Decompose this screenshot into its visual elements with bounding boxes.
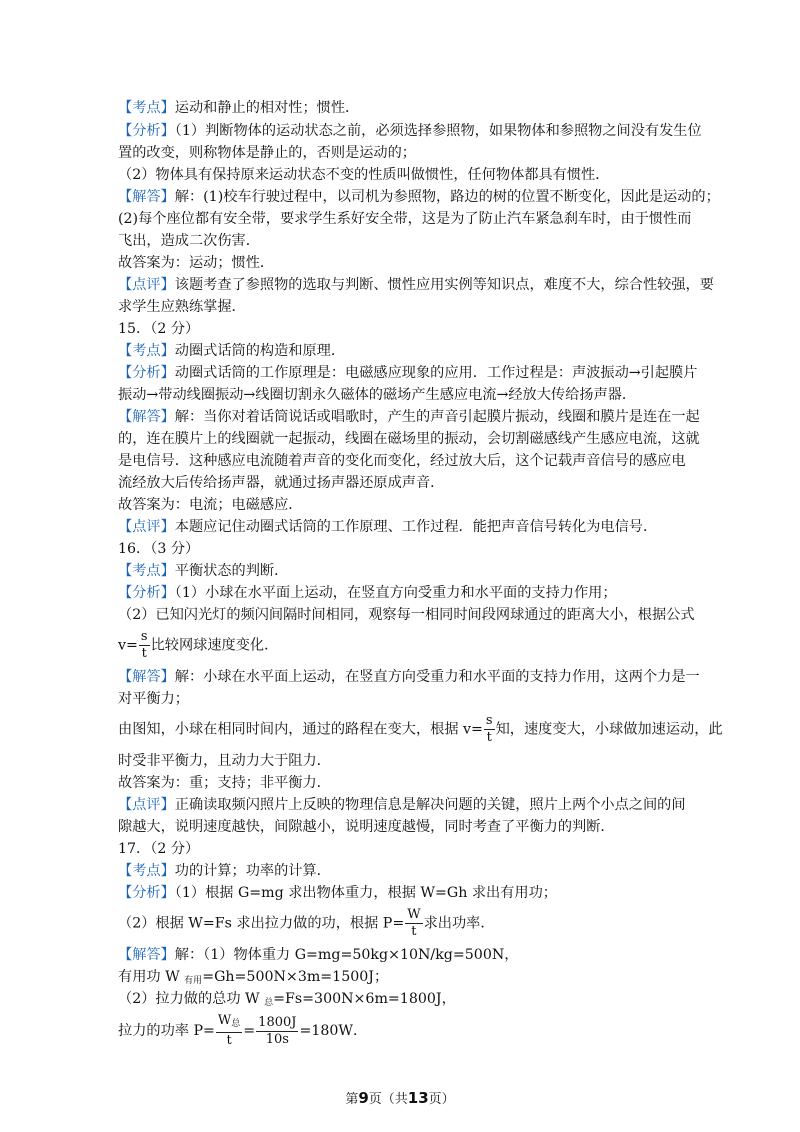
- q17-jieda-line: （2）拉力做的总功 W $_总$=Fs=300N×6m=1800J，: [118, 991, 456, 1008]
- q16-jieda-line: 对平衡力；: [118, 691, 189, 707]
- q14-jieda: 【解答】解：(1)校车行驶过程中，以司机为参照物，路边的树的位置不断变化，因此是运动的；: [118, 189, 720, 205]
- q15-answer: 故答案为：电流；电磁感应．: [118, 497, 303, 513]
- q14-jieda-line: (2)每个座位都有安全带，要求学生系好安全带，这是为了防止汽车紧急刹车时，由于惯性而: [118, 211, 692, 227]
- q14-answer: 故答案为：运动；惯性．: [118, 255, 275, 271]
- q15-kaodian: 【考点】动圈式话筒的构造和原理．: [118, 343, 346, 359]
- page-footer: 第9页（共13页）: [345, 1089, 455, 1107]
- q15-jieda-line: 是电信号．这种感应电流随着声音的变化而变化，经过放大后，这个记载声音信号的感应电: [118, 453, 686, 469]
- q17-jieda-formula-line: 拉力的功率 P= $\frac{W_总}{t}$ = $\frac{1800J}{10s}$ =180W．: [118, 1013, 368, 1048]
- q16-jieda: 【解答】解：小球在水平面上运动，在竖直方向受重力和水平面的支持力作用，这两个力是一: [118, 669, 700, 685]
- q15-jieda-line: 的，连在膜片上的线圈就一起振动，线圈在磁场里的振动，会切割磁感线产生感应电流，这就: [118, 431, 700, 447]
- q16-kaodian: 【考点】平衡状态的判断．: [118, 563, 289, 579]
- q16-answer: 故答案为：重；支持；非平衡力．: [118, 775, 331, 791]
- q17-kaodian: 【考点】功的计算；功率的计算．: [118, 863, 331, 879]
- q14-dianping-line: 求学生应熟练掌握．: [118, 299, 246, 315]
- q16-jieda-line: 时受非平衡力，且动力大于阻力．: [118, 753, 331, 769]
- q14-jieda-line: 飞出，造成二次伤害．: [118, 233, 260, 249]
- q16-fenxi-formula-line: v= $\frac{s}{t}$ 比较网球速度变化．: [118, 629, 279, 661]
- q14-fenxi-line: 置的改变，则称物体是静止的，否则是运动的；: [118, 145, 416, 161]
- q15-dianping: 【点评】本题应记住动圈式话筒的工作原理、工作过程．能把声音信号转化为电信号．: [118, 519, 658, 535]
- fraction-w-over-t: $\frac{W}{t}$: [407, 907, 421, 939]
- fraction-w-total-over-t: $\frac{W_总}{t}$: [217, 1013, 241, 1048]
- q17-header: 17．（2 分）: [118, 841, 200, 857]
- q16-header: 16．（3 分）: [118, 541, 200, 557]
- q14-kaodian: 【考点】运动和静止的相对性；惯性．: [118, 100, 360, 116]
- q15-fenxi: 【分析】动圈式话筒的工作原理是：电磁感应现象的应用．工作过程是：声波振动→引起膜片: [118, 365, 698, 381]
- q16-fenxi-line: （2）已知闪光灯的频闪间隔时间相同，观察每一相同时间段网球通过的距离大小，根据公式: [118, 607, 695, 623]
- q16-jieda-formula-line: 由图知，小球在相同时间内，通过的路程在变大，根据 v= $\frac{s}{t}$ 知，速度变大，小球做加速运动，此: [118, 713, 723, 745]
- q15-jieda: 【解答】解：当你对着话筒说话或唱歌时，产生的声音引起膜片振动，线圈和膜片是连在一起: [118, 409, 700, 425]
- q15-jieda-line: 流经放大后传给扬声器，就通过扬声器还原成声音．: [118, 475, 445, 491]
- q17-jieda-line: 有用功 W $_{有用}$=Gh=500N×3m=1500J；: [118, 969, 389, 986]
- q14-dianping: 【点评】该题考查了参照物的选取与判断、惯性应用实例等知识点，难度不大，综合性较强，要: [118, 277, 714, 293]
- q14-fenxi: 【分析】（1）判断物体的运动状态之前，必须选择参照物，如果物体和参照物之间没有发生位: [118, 123, 702, 139]
- q15-header: 15．（2 分）: [118, 321, 200, 337]
- q15-fenxi-line: 振动→带动线圈振动→线圈切割永久磁体的磁场产生感应电流→经放大传给扬声器．: [118, 387, 637, 403]
- fraction-s-over-t: $\frac{s}{t}$: [140, 629, 148, 661]
- q17-fenxi-formula-line: （2）根据 W=Fs 求出拉力做的功，根据 P= $\frac{W}{t}$ 求出功率．: [118, 907, 495, 939]
- fraction-s-over-t: $\frac{s}{t}$: [485, 713, 493, 745]
- q16-fenxi: 【分析】（1）小球在水平面上运动，在竖直方向受重力和水平面的支持力作用；: [118, 585, 617, 601]
- q17-jieda: 【解答】解：（1）物体重力 G=mg=50kg×10N/kg=500N，: [118, 947, 519, 963]
- q17-fenxi: 【分析】（1）根据 G=mg 求出物体重力，根据 W=Gh 求出有用功；: [118, 885, 557, 901]
- q14-fenxi-line: （2）物体具有保持原来运动状态不变的性质叫做惯性，任何物体都具有惯性．: [118, 167, 610, 183]
- fraction-1800j-over-10s: $\frac{1800J}{10s}$: [258, 1014, 297, 1047]
- q16-dianping-line: 隙越大，说明速度越快，间隙越小，说明速度越慢，同时考查了平衡力的判断．: [118, 819, 615, 835]
- q16-dianping: 【点评】正确读取频闪照片上反映的物理信息是解决问题的关键，照片上两个小点之间的间: [118, 797, 686, 813]
